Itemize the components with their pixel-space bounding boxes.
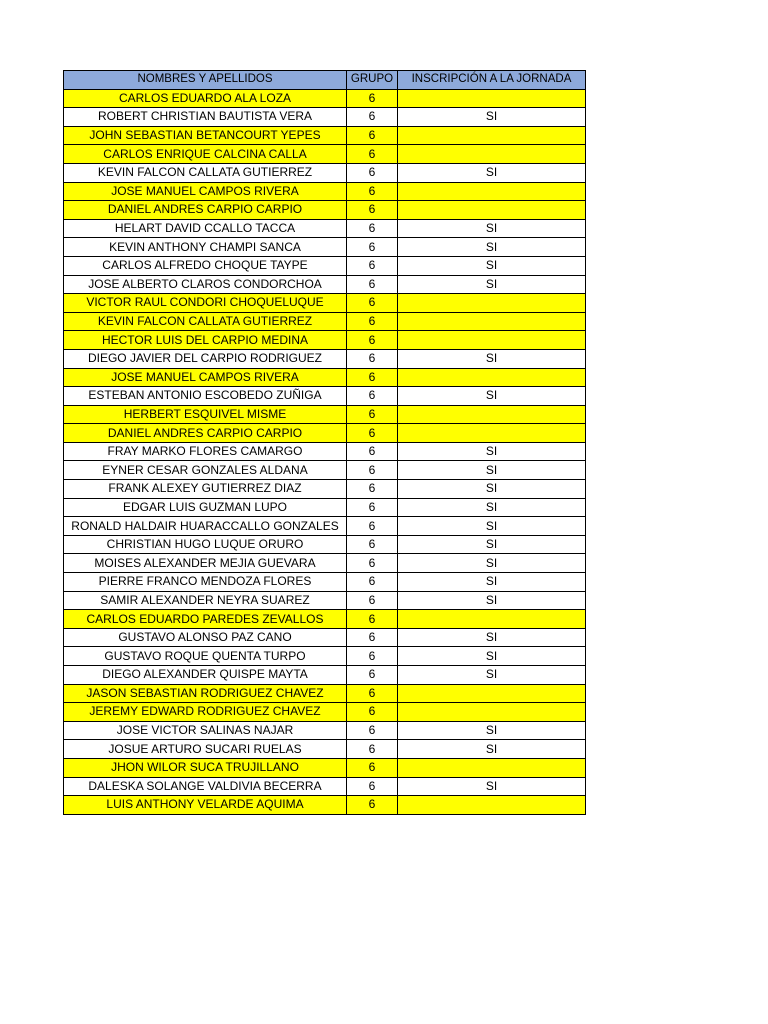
table-row	[64, 610, 586, 629]
table-row	[64, 461, 586, 480]
cell-grupo[interactable]: 6	[347, 145, 398, 164]
cell-inscripcion[interactable]: SI	[398, 461, 586, 480]
cell-grupo[interactable]: 6	[347, 573, 398, 592]
table-row	[64, 405, 586, 424]
cell-inscripcion[interactable]: SI	[398, 219, 586, 238]
cell-grupo[interactable]: 6	[347, 182, 398, 201]
cell-inscripcion[interactable]: SI	[398, 740, 586, 759]
cell-grupo[interactable]: 6	[347, 535, 398, 554]
cell-nombre[interactable]: JOSE ALBERTO CLAROS CONDORCHOA	[64, 275, 347, 294]
table-row	[64, 442, 586, 461]
cell-inscripcion[interactable]	[398, 424, 586, 443]
cell-inscripcion[interactable]: SI	[398, 535, 586, 554]
cell-nombre[interactable]: FRANK ALEXEY GUTIERREZ DIAZ	[64, 480, 347, 499]
cell-nombre[interactable]: RONALD HALDAIR HUARACCALLO GONZALES	[64, 517, 347, 536]
cell-inscripcion[interactable]	[398, 331, 586, 350]
cell-grupo[interactable]: 6	[347, 591, 398, 610]
cell-nombre[interactable]: DALESKA SOLANGE VALDIVIA BECERRA	[64, 777, 347, 796]
cell-inscripcion[interactable]	[398, 312, 586, 331]
cell-nombre[interactable]: ESTEBAN ANTONIO ESCOBEDO ZUÑIGA	[64, 387, 347, 406]
table-row	[64, 145, 586, 164]
cell-inscripcion[interactable]: SI	[398, 628, 586, 647]
table-row	[64, 666, 586, 685]
table-row	[64, 219, 586, 238]
table-row	[64, 647, 586, 666]
cell-grupo[interactable]: 6	[347, 758, 398, 777]
cell-grupo[interactable]: 6	[347, 312, 398, 331]
cell-nombre[interactable]: SAMIR ALEXANDER NEYRA SUAREZ	[64, 591, 347, 610]
cell-grupo[interactable]: 6	[347, 275, 398, 294]
spreadsheet-table	[63, 70, 586, 815]
cell-inscripcion[interactable]	[398, 294, 586, 313]
cell-inscripcion[interactable]	[398, 368, 586, 387]
cell-grupo[interactable]: 6	[347, 703, 398, 722]
table-row	[64, 554, 586, 573]
table-row	[64, 182, 586, 201]
cell-nombre[interactable]: CARLOS ENRIQUE CALCINA CALLA	[64, 145, 347, 164]
cell-inscripcion[interactable]	[398, 89, 586, 108]
table-row	[64, 591, 586, 610]
cell-inscripcion[interactable]	[398, 201, 586, 220]
cell-grupo[interactable]: 6	[347, 442, 398, 461]
cell-grupo[interactable]: 6	[347, 480, 398, 499]
cell-nombre[interactable]: DIEGO JAVIER DEL CARPIO RODRIGUEZ	[64, 349, 347, 368]
cell-inscripcion[interactable]	[398, 703, 586, 722]
cell-nombre[interactable]: HERBERT ESQUIVEL MISME	[64, 405, 347, 424]
cell-grupo[interactable]: 6	[347, 517, 398, 536]
table-row	[64, 424, 586, 443]
table-row	[64, 628, 586, 647]
cell-nombre[interactable]: JASON SEBASTIAN RODRIGUEZ CHAVEZ	[64, 684, 347, 703]
table-row	[64, 201, 586, 220]
cell-grupo[interactable]: 6	[347, 628, 398, 647]
table-row	[64, 126, 586, 145]
table-body	[64, 89, 586, 814]
cell-nombre[interactable]: EYNER CESAR GONZALES ALDANA	[64, 461, 347, 480]
table-row	[64, 796, 586, 815]
cell-grupo[interactable]: 6	[347, 498, 398, 517]
cell-inscripcion[interactable]: SI	[398, 480, 586, 499]
cell-nombre[interactable]: CARLOS ALFREDO CHOQUE TAYPE	[64, 256, 347, 275]
table-row	[64, 721, 586, 740]
cell-inscripcion[interactable]	[398, 684, 586, 703]
cell-grupo[interactable]: 6	[347, 647, 398, 666]
table-row	[64, 108, 586, 127]
cell-inscripcion[interactable]	[398, 126, 586, 145]
table-row	[64, 349, 586, 368]
cell-inscripcion[interactable]: SI	[398, 721, 586, 740]
cell-nombre[interactable]: KEVIN FALCON CALLATA GUTIERREZ	[64, 312, 347, 331]
cell-inscripcion[interactable]	[398, 758, 586, 777]
cell-inscripcion[interactable]: SI	[398, 275, 586, 294]
cell-nombre[interactable]: DANIEL ANDRES CARPIO CARPIO	[64, 424, 347, 443]
cell-inscripcion[interactable]: SI	[398, 163, 586, 182]
cell-inscripcion[interactable]: SI	[398, 498, 586, 517]
table-row	[64, 573, 586, 592]
cell-inscripcion[interactable]: SI	[398, 554, 586, 573]
table-row	[64, 758, 586, 777]
cell-nombre[interactable]: JOSE VICTOR SALINAS NAJAR	[64, 721, 347, 740]
cell-grupo[interactable]: 6	[347, 424, 398, 443]
table-row	[64, 535, 586, 554]
cell-grupo[interactable]: 6	[347, 201, 398, 220]
cell-inscripcion[interactable]: SI	[398, 517, 586, 536]
table-row	[64, 275, 586, 294]
cell-nombre[interactable]: JOHN SEBASTIAN BETANCOURT YEPES	[64, 126, 347, 145]
cell-inscripcion[interactable]	[398, 610, 586, 629]
cell-nombre[interactable]: JEREMY EDWARD RODRIGUEZ CHAVEZ	[64, 703, 347, 722]
cell-inscripcion[interactable]: SI	[398, 238, 586, 257]
table-row	[64, 517, 586, 536]
header-inscripcion[interactable]: INSCRIPCIÓN A LA JORNADA	[398, 71, 586, 90]
cell-grupo[interactable]: 6	[347, 721, 398, 740]
cell-grupo[interactable]: 6	[347, 89, 398, 108]
cell-nombre[interactable]: HELART DAVID CCALLO TACCA	[64, 219, 347, 238]
table-row	[64, 294, 586, 313]
cell-nombre[interactable]: EDGAR LUIS GUZMAN LUPO	[64, 498, 347, 517]
cell-nombre[interactable]: ROBERT CHRISTIAN BAUTISTA VERA	[64, 108, 347, 127]
table-row	[64, 238, 586, 257]
cell-grupo[interactable]: 6	[347, 666, 398, 685]
cell-nombre[interactable]: GUSTAVO ROQUE QUENTA TURPO	[64, 647, 347, 666]
cell-grupo[interactable]: 6	[347, 219, 398, 238]
header-nombres[interactable]: NOMBRES Y APELLIDOS	[64, 71, 347, 90]
cell-nombre[interactable]: GUSTAVO ALONSO PAZ CANO	[64, 628, 347, 647]
cell-inscripcion[interactable]: SI	[398, 666, 586, 685]
cell-grupo[interactable]: 6	[347, 331, 398, 350]
cell-grupo[interactable]: 6	[347, 126, 398, 145]
cell-nombre[interactable]: CARLOS EDUARDO PAREDES ZEVALLOS	[64, 610, 347, 629]
cell-nombre[interactable]: LUIS ANTHONY VELARDE AQUIMA	[64, 796, 347, 815]
cell-nombre[interactable]: DANIEL ANDRES CARPIO CARPIO	[64, 201, 347, 220]
cell-inscripcion[interactable]: SI	[398, 647, 586, 666]
cell-inscripcion[interactable]: SI	[398, 777, 586, 796]
cell-grupo[interactable]: 6	[347, 796, 398, 815]
cell-grupo[interactable]: 6	[347, 108, 398, 127]
cell-grupo[interactable]: 6	[347, 349, 398, 368]
cell-inscripcion[interactable]: SI	[398, 573, 586, 592]
table-row	[64, 368, 586, 387]
cell-nombre[interactable]: CHRISTIAN HUGO LUQUE ORURO	[64, 535, 347, 554]
cell-grupo[interactable]: 6	[347, 777, 398, 796]
cell-grupo[interactable]: 6	[347, 554, 398, 573]
table-row	[64, 480, 586, 499]
table-row	[64, 163, 586, 182]
cell-inscripcion[interactable]	[398, 405, 586, 424]
table-row	[64, 387, 586, 406]
cell-inscripcion[interactable]: SI	[398, 442, 586, 461]
cell-inscripcion[interactable]	[398, 796, 586, 815]
cell-nombre[interactable]: JOSE MANUEL CAMPOS RIVERA	[64, 368, 347, 387]
cell-nombre[interactable]: KEVIN FALCON CALLATA GUTIERREZ	[64, 163, 347, 182]
cell-nombre[interactable]: CARLOS EDUARDO ALA LOZA	[64, 89, 347, 108]
cell-inscripcion[interactable]: SI	[398, 256, 586, 275]
cell-nombre[interactable]: VICTOR RAUL CONDORI CHOQUELUQUE	[64, 294, 347, 313]
table-row	[64, 684, 586, 703]
cell-grupo[interactable]: 6	[347, 387, 398, 406]
cell-grupo[interactable]: 6	[347, 405, 398, 424]
cell-grupo[interactable]: 6	[347, 163, 398, 182]
cell-grupo[interactable]: 6	[347, 684, 398, 703]
cell-nombre[interactable]: PIERRE FRANCO MENDOZA FLORES	[64, 573, 347, 592]
cell-nombre[interactable]: FRAY MARKO FLORES CAMARGO	[64, 442, 347, 461]
table-row	[64, 703, 586, 722]
cell-nombre[interactable]: DIEGO ALEXANDER QUISPE MAYTA	[64, 666, 347, 685]
table-row	[64, 777, 586, 796]
cell-grupo[interactable]: 6	[347, 256, 398, 275]
cell-inscripcion[interactable]: SI	[398, 349, 586, 368]
cell-grupo[interactable]: 6	[347, 610, 398, 629]
cell-grupo[interactable]: 6	[347, 294, 398, 313]
header-grupo[interactable]: GRUPO	[347, 71, 398, 90]
cell-nombre[interactable]: JHON WILOR SUCA TRUJILLANO	[64, 758, 347, 777]
cell-grupo[interactable]: 6	[347, 461, 398, 480]
cell-inscripcion[interactable]	[398, 182, 586, 201]
cell-nombre[interactable]: KEVIN ANTHONY CHAMPI SANCA	[64, 238, 347, 257]
table-row	[64, 256, 586, 275]
header-row	[64, 71, 586, 90]
cell-inscripcion[interactable]: SI	[398, 387, 586, 406]
cell-nombre[interactable]: JOSUE ARTURO SUCARI RUELAS	[64, 740, 347, 759]
table-row	[64, 312, 586, 331]
cell-grupo[interactable]: 6	[347, 740, 398, 759]
cell-inscripcion[interactable]	[398, 145, 586, 164]
cell-inscripcion[interactable]: SI	[398, 591, 586, 610]
cell-nombre[interactable]: MOISES ALEXANDER MEJIA GUEVARA	[64, 554, 347, 573]
table-row	[64, 89, 586, 108]
table-row	[64, 331, 586, 350]
cell-nombre[interactable]: JOSE MANUEL CAMPOS RIVERA	[64, 182, 347, 201]
cell-grupo[interactable]: 6	[347, 238, 398, 257]
cell-inscripcion[interactable]: SI	[398, 108, 586, 127]
cell-grupo[interactable]: 6	[347, 368, 398, 387]
cell-nombre[interactable]: HECTOR LUIS DEL CARPIO MEDINA	[64, 331, 347, 350]
table-row	[64, 740, 586, 759]
table-row	[64, 498, 586, 517]
